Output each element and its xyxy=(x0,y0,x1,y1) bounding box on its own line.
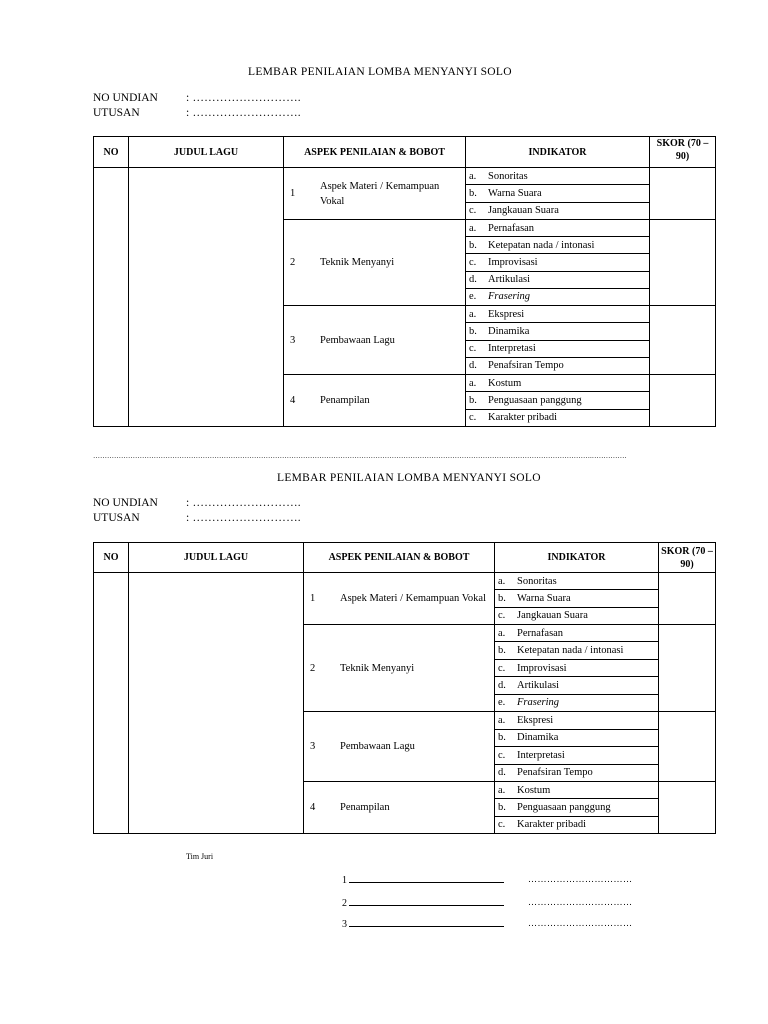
indicator-item xyxy=(466,358,649,374)
indicator-letter: a. xyxy=(469,170,477,182)
header-aspek: ASPEK PENILAIAN & BOBOT xyxy=(304,543,495,573)
aspect-cell xyxy=(284,168,466,220)
aspect-name: Pembawaan Lagu xyxy=(340,741,415,752)
indicator-item xyxy=(495,677,658,694)
indicator-list xyxy=(495,573,658,624)
indicator-item xyxy=(466,306,649,323)
indicator-text: Jangkauan Suara xyxy=(517,610,588,622)
indicator-item xyxy=(466,185,649,202)
score-input-cell[interactable] xyxy=(650,220,716,306)
indicator-item xyxy=(495,695,658,711)
indicator-text: Frasering xyxy=(517,697,559,709)
indicator-item xyxy=(495,625,658,642)
indicator-letter: a. xyxy=(469,222,477,234)
aspect xyxy=(304,573,494,624)
indicator-item xyxy=(466,323,649,340)
signature-field[interactable] xyxy=(349,873,504,883)
indicator-text: Interpretasi xyxy=(517,749,565,761)
aspect-name: Teknik Menyanyi xyxy=(340,662,415,674)
indicator-item xyxy=(466,272,649,289)
header-no: NO xyxy=(94,543,129,573)
aspect-name: Aspek Materi / Kemampuan Vokal xyxy=(320,180,440,207)
score-input-cell[interactable] xyxy=(650,306,716,375)
aspect-number: 1 xyxy=(290,188,296,199)
judul-lagu-cell[interactable] xyxy=(129,168,284,427)
header-judul-lagu: JUDUL LAGU xyxy=(129,137,284,168)
indicator-cell xyxy=(495,573,659,625)
indicator-text: Pernafasan xyxy=(488,222,535,234)
indicator-list xyxy=(466,306,649,374)
aspect xyxy=(284,220,465,305)
indicator-text: Ekspresi xyxy=(517,714,554,726)
aspect xyxy=(304,782,494,833)
no-undian-value: : ………………………. xyxy=(186,497,301,509)
aspect-cell xyxy=(304,712,495,782)
aspect-number: 4 xyxy=(310,802,316,813)
indicator-letter: c. xyxy=(469,343,477,355)
no-cell[interactable] xyxy=(94,573,129,834)
indicator-item xyxy=(466,410,649,426)
no-undian-value: : ………………………. xyxy=(186,92,301,104)
indicator-letter: c. xyxy=(498,819,506,831)
indicator-text: Karakter pribadi xyxy=(517,819,587,831)
indicator-text: Pernafasan xyxy=(517,627,564,639)
indicator-text: Jangkauan Suara xyxy=(488,205,559,217)
aspect-number: 3 xyxy=(310,741,316,752)
indicator-letter: a. xyxy=(469,377,477,389)
indicator-list xyxy=(466,168,649,219)
indicator-text: Ketepatan nada / intonasi xyxy=(488,239,595,251)
indicator-text: Warna Suara xyxy=(488,187,542,199)
score-input-cell[interactable] xyxy=(659,573,716,625)
indicator-text: Artikulasi xyxy=(517,679,559,691)
aspect-name: Penampilan xyxy=(340,802,390,813)
aspect-cell xyxy=(284,375,466,427)
aspect-number: 4 xyxy=(290,395,296,406)
indicator-letter: b. xyxy=(469,394,477,406)
indicator-list xyxy=(466,375,649,426)
indicator-letter: d. xyxy=(498,679,506,691)
indicator-text: Improvisasi xyxy=(488,257,538,268)
indicator-letter: c. xyxy=(498,749,506,761)
score-input-cell[interactable] xyxy=(650,375,716,427)
indicator-list xyxy=(495,625,658,711)
utusan-label: UTUSAN xyxy=(93,512,140,524)
aspect-row xyxy=(94,168,716,220)
judul-lagu-cell[interactable] xyxy=(129,573,304,834)
indicator-text: Sonoritas xyxy=(517,575,557,587)
header-judul-lagu: JUDUL LAGU xyxy=(129,543,304,573)
score-input-cell[interactable] xyxy=(659,782,716,834)
signature-number: 1 xyxy=(342,875,347,886)
indicator-cell xyxy=(495,782,659,834)
indicator-text: Ekspresi xyxy=(488,308,525,320)
header-no: NO xyxy=(94,137,129,168)
aspect xyxy=(284,375,465,426)
signature-number: 2 xyxy=(342,898,347,909)
indicator-letter: c. xyxy=(498,610,506,622)
indicator-item xyxy=(466,203,649,219)
indicator-letter: b. xyxy=(469,239,477,251)
indicator-item xyxy=(495,660,658,677)
indicator-cell xyxy=(466,168,650,220)
jury-name-dots: …………………………… xyxy=(528,897,633,907)
aspect-name: Aspek Materi / Kemampuan Vokal xyxy=(340,593,487,604)
utusan-value: : ………………………. xyxy=(186,512,301,524)
aspect xyxy=(284,306,465,374)
aspect-name: Teknik Menyanyi xyxy=(320,257,395,268)
indicator-text: Warna Suara xyxy=(517,592,571,604)
score-input-cell[interactable] xyxy=(650,168,716,220)
indicator-list xyxy=(495,712,658,781)
indicator-letter: e. xyxy=(469,291,477,303)
indicator-item xyxy=(495,590,658,607)
header-indikator: INDIKATOR xyxy=(466,137,650,168)
aspect xyxy=(304,712,494,781)
indicator-letter: d. xyxy=(469,274,477,286)
indicator-letter: b. xyxy=(469,325,477,337)
score-input-cell[interactable] xyxy=(659,625,716,712)
indicator-item xyxy=(466,375,649,392)
indicator-letter: c. xyxy=(469,412,477,424)
jury-name-dots: …………………………… xyxy=(528,918,633,928)
indicator-item xyxy=(466,220,649,237)
aspect-cell xyxy=(284,220,466,306)
header-aspek: ASPEK PENILAIAN & BOBOT xyxy=(284,137,466,168)
indicator-text: Dinamika xyxy=(488,325,530,337)
indicator-letter: d. xyxy=(498,767,506,779)
score-table-2 xyxy=(93,542,716,834)
aspect-number: 3 xyxy=(290,334,296,346)
indicator-item xyxy=(495,765,658,782)
indicator-letter: b. xyxy=(498,732,506,744)
aspect xyxy=(304,625,494,711)
indicator-text: Frasering xyxy=(488,291,530,303)
indicator-item xyxy=(466,392,649,409)
indicator-cell xyxy=(466,375,650,427)
indicator-letter: a. xyxy=(498,714,506,726)
utusan-label: UTUSAN xyxy=(93,107,140,119)
no-undian-label: NO UNDIAN xyxy=(93,497,158,509)
indicator-cell xyxy=(495,625,659,712)
indicator-letter: a. xyxy=(498,784,506,796)
indicator-letter: b. xyxy=(469,187,477,199)
signature-field[interactable] xyxy=(349,896,504,906)
indicator-letter: a. xyxy=(498,627,506,639)
indicator-text: Kostum xyxy=(488,377,522,389)
separator: …………………………………………………………………………………………………………………………………………………………………………………………….…………… xyxy=(93,452,627,460)
indicator-item xyxy=(495,730,658,748)
indicator-cell xyxy=(466,220,650,306)
indicator-letter: b. xyxy=(498,645,506,657)
indicator-text: Artikulasi xyxy=(488,274,530,286)
indicator-text: Penguasaan panggung xyxy=(488,394,582,406)
aspect-row xyxy=(94,573,716,625)
form1-meta xyxy=(93,91,301,121)
signature-line xyxy=(342,917,504,930)
no-undian-label: NO UNDIAN xyxy=(93,92,158,104)
indicator-cell xyxy=(495,712,659,782)
aspect-cell xyxy=(304,625,495,712)
indicator-text: Karakter pribadi xyxy=(488,412,558,424)
signature-line xyxy=(342,896,504,909)
indicator-list xyxy=(495,782,658,833)
aspect xyxy=(284,168,465,219)
indicator-item xyxy=(466,341,649,358)
indicator-item xyxy=(466,168,649,185)
signature-number: 3 xyxy=(342,919,347,930)
aspect-name: Penampilan xyxy=(320,395,370,406)
indicator-list xyxy=(466,220,649,305)
indicator-text: Improvisasi xyxy=(517,662,567,674)
form2-meta xyxy=(93,496,301,526)
no-cell[interactable] xyxy=(94,168,129,427)
indicator-item xyxy=(495,608,658,624)
signature-field[interactable] xyxy=(349,917,504,927)
indicator-letter: e. xyxy=(498,697,506,709)
indicator-item xyxy=(466,289,649,305)
header-skor: SKOR (70 – 90) xyxy=(650,137,716,168)
indicator-letter: b. xyxy=(498,592,506,604)
indicator-item xyxy=(495,573,658,590)
indicator-letter: d. xyxy=(469,360,477,372)
indicator-item xyxy=(495,747,658,765)
aspect-name: Pembawaan Lagu xyxy=(320,334,395,346)
signature-line xyxy=(342,873,504,886)
indicator-item xyxy=(495,799,658,816)
aspect-cell xyxy=(284,306,466,375)
indicator-letter: b. xyxy=(498,801,506,813)
score-table-1 xyxy=(93,136,716,427)
indicator-item xyxy=(466,237,649,254)
indicator-letter: a. xyxy=(498,575,506,587)
score-input-cell[interactable] xyxy=(659,712,716,782)
aspect-number: 2 xyxy=(290,257,296,268)
indicator-item xyxy=(466,254,649,271)
indicator-text: Ketepatan nada / intonasi xyxy=(517,645,624,657)
indicator-letter: c. xyxy=(498,662,506,674)
indicator-item xyxy=(495,712,658,730)
indicator-item xyxy=(495,642,658,659)
indicator-letter: c. xyxy=(469,205,477,217)
aspect-number: 1 xyxy=(310,593,316,604)
indicator-cell xyxy=(466,306,650,375)
form1-title: LEMBAR PENILAIAN LOMBA MENYANYI SOLO xyxy=(248,66,512,78)
aspect-cell xyxy=(304,573,495,625)
jury-name-dots: …………………………… xyxy=(528,874,633,884)
aspect-number: 2 xyxy=(310,662,316,674)
indicator-letter: a. xyxy=(469,308,477,320)
indicator-text: Penguasaan panggung xyxy=(517,801,611,813)
indicator-item xyxy=(495,782,658,799)
indicator-text: Penafsiran Tempo xyxy=(517,767,593,779)
indicator-text: Sonoritas xyxy=(488,170,528,182)
indicator-text: Kostum xyxy=(517,784,551,796)
indicator-text: Dinamika xyxy=(517,732,559,744)
aspect-cell xyxy=(304,782,495,834)
indicator-text: Penafsiran Tempo xyxy=(488,360,564,372)
header-indikator: INDIKATOR xyxy=(495,543,659,573)
header-skor: SKOR (70 – 90) xyxy=(659,543,716,573)
jury-label: Tim Juri xyxy=(186,852,214,861)
indicator-text: Interpretasi xyxy=(488,343,536,355)
indicator-item xyxy=(495,817,658,833)
utusan-value: : ………………………. xyxy=(186,107,301,119)
indicator-letter: c. xyxy=(469,257,477,268)
form2-title: LEMBAR PENILAIAN LOMBA MENYANYI SOLO xyxy=(277,472,541,484)
